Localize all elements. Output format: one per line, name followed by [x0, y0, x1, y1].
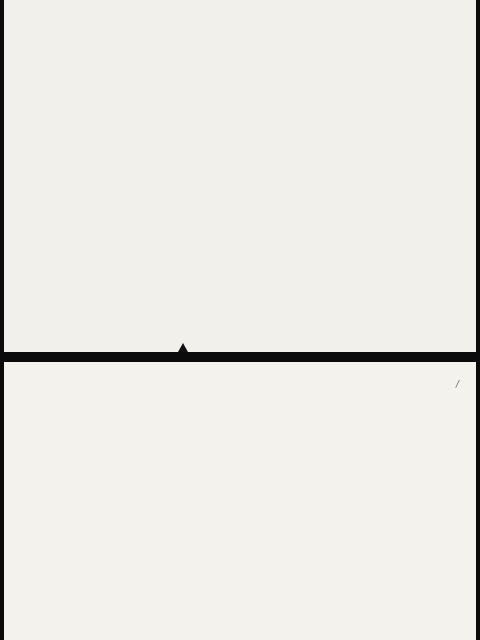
- mouse-cursor-icon: [178, 343, 188, 352]
- ledger-page-top: [4, 0, 476, 352]
- margin-scrawl: /: [456, 380, 460, 390]
- ledger-page-bottom: [4, 362, 476, 640]
